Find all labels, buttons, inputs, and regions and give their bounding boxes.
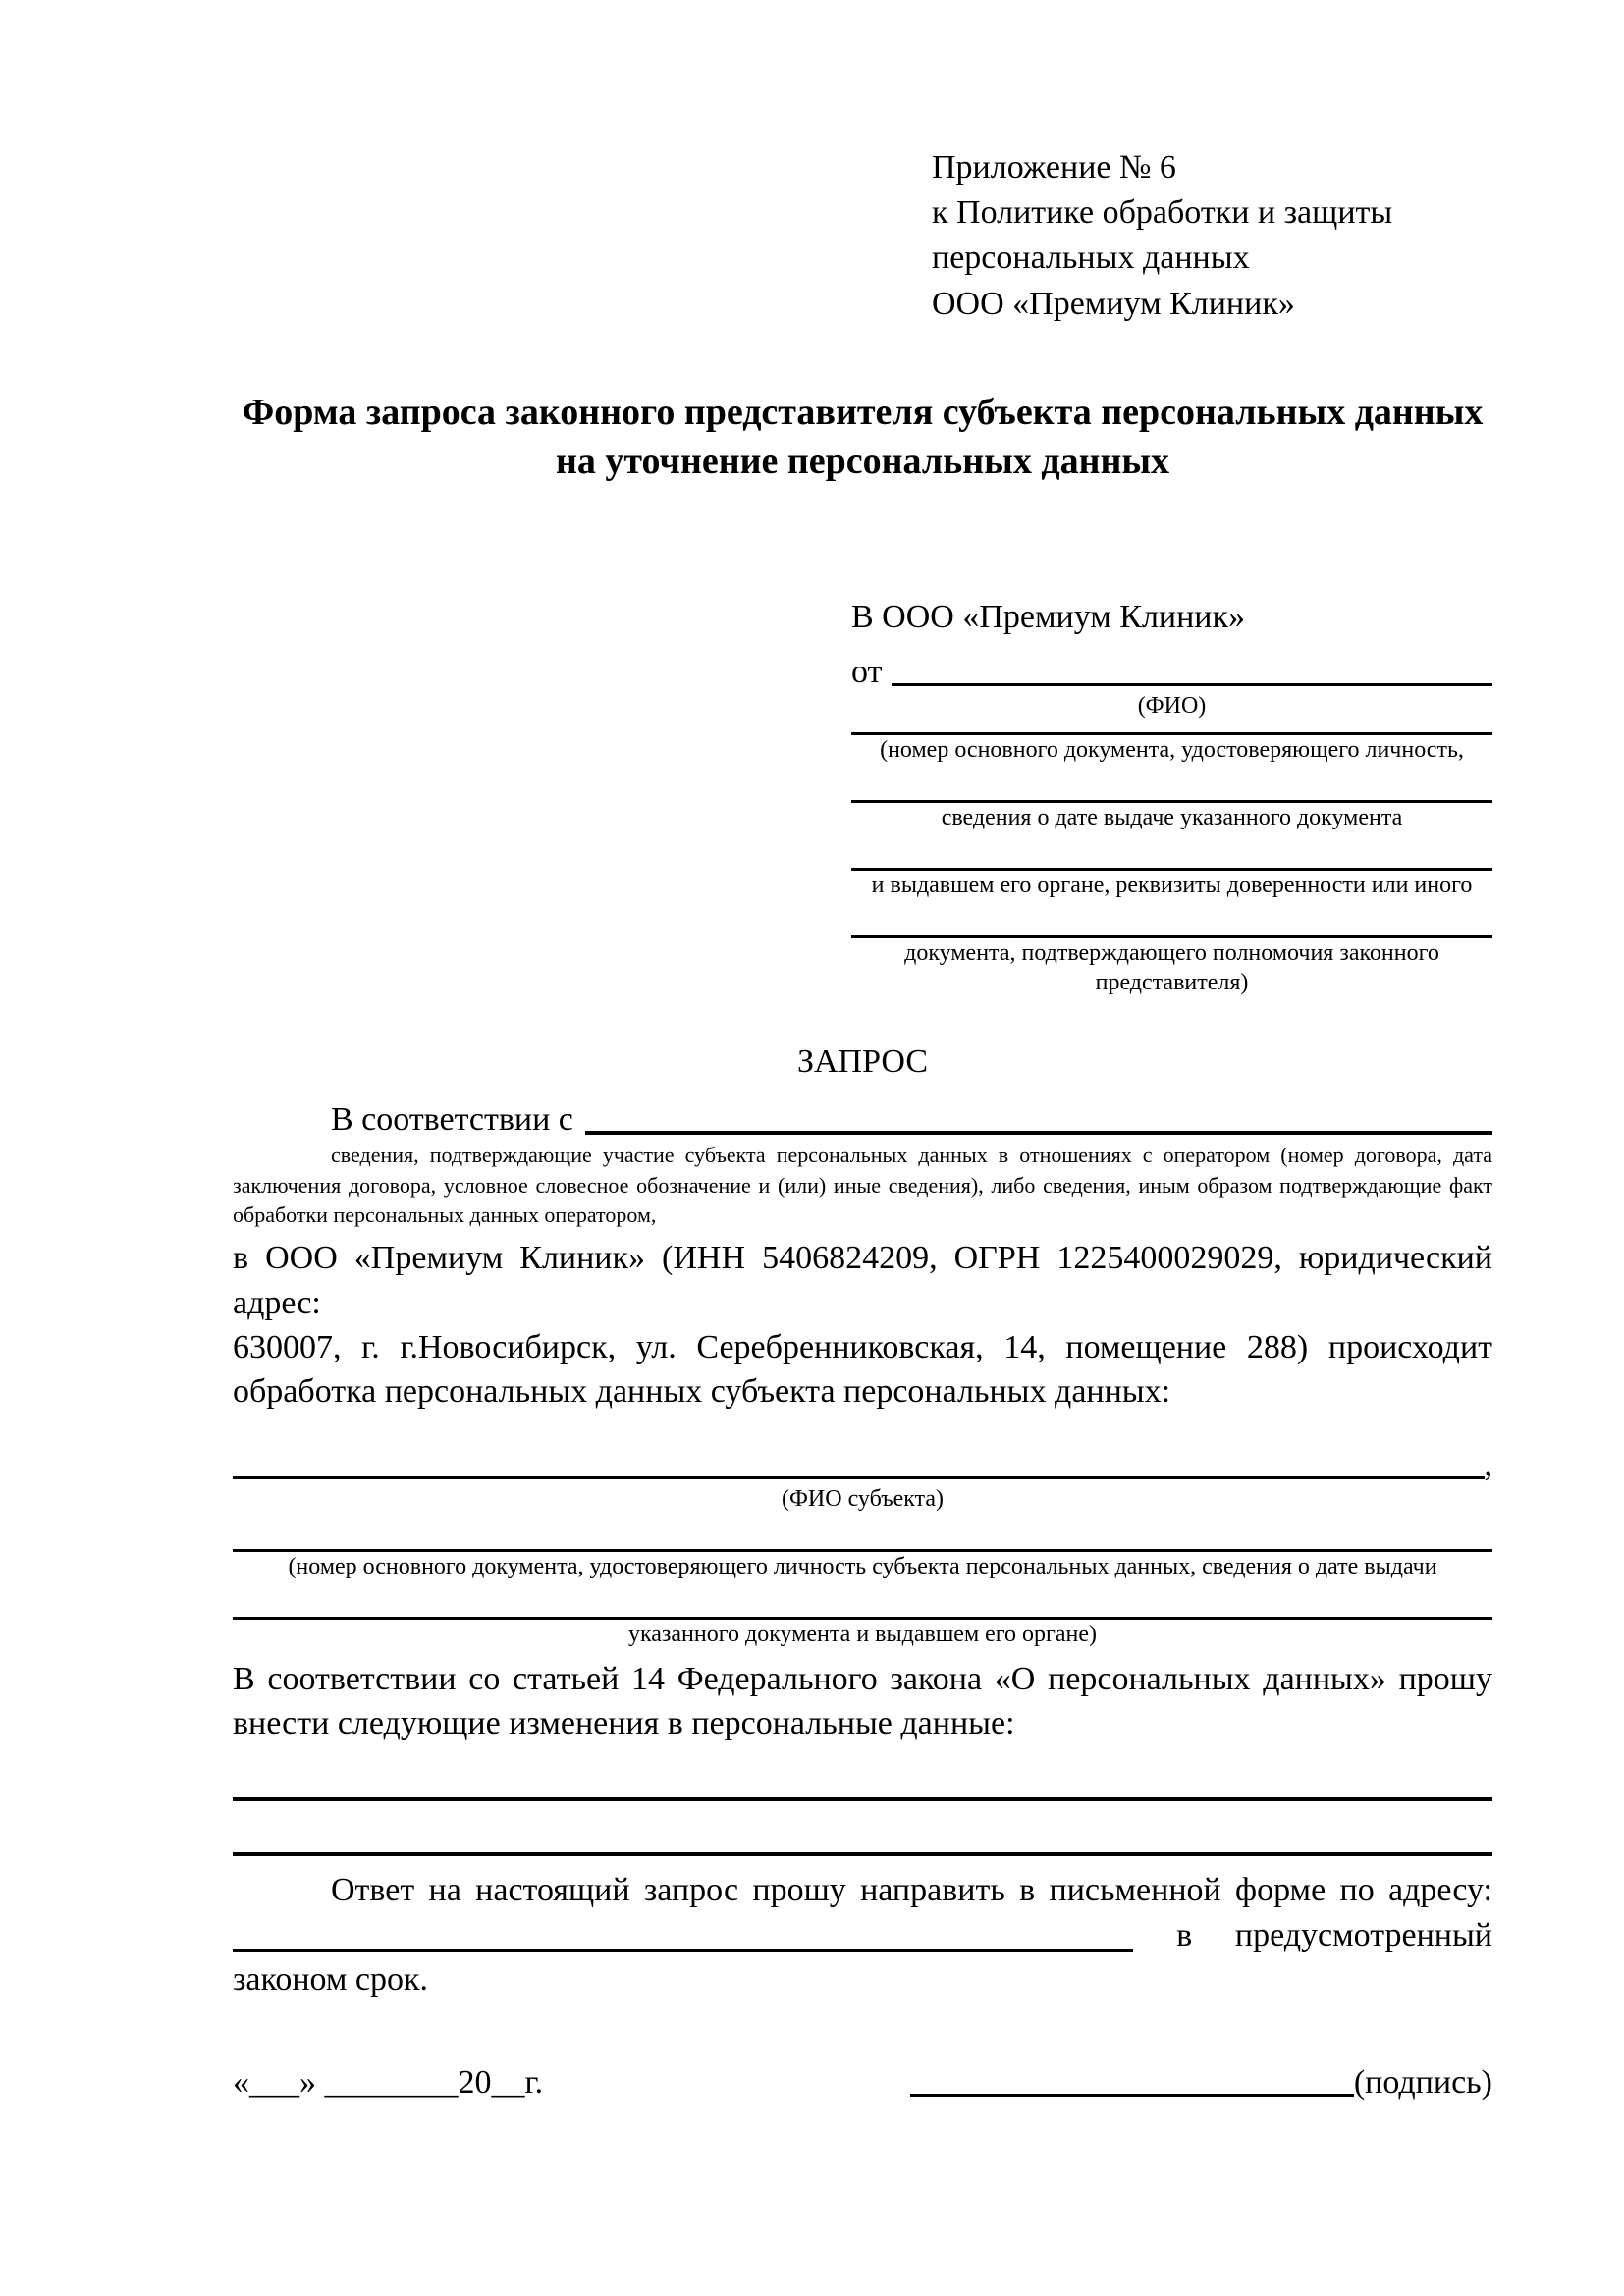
- article-paragraph-line: внести следующие изменения в персональные данные:: [233, 1705, 1015, 1742]
- intro-footnote: [233, 1141, 1492, 1230]
- request-heading: ЗАПРОС: [796, 1043, 929, 1081]
- answer-address-row: [233, 1912, 1492, 1957]
- signature-blank-line: [910, 2094, 1354, 2097]
- blank-line: [233, 1852, 1492, 1856]
- blank-line-caption: (номер основного документа, удостоверяющего личность,: [880, 737, 1464, 764]
- subject-fio-row: [233, 1447, 1492, 1484]
- footnote-line: сведения, подтверждающие участие субъекта персональных данных в отношениях с оператором (номер договора, дата: [331, 1143, 1492, 1168]
- appendix-line: персональных данных: [932, 240, 1250, 277]
- fio-caption: (ФИО): [1137, 693, 1207, 720]
- appendix-reference-block: [932, 145, 1492, 327]
- intro-row: [233, 1094, 1492, 1139]
- operator-paragraph: [233, 1236, 1492, 1414]
- operator-paragraph-line: 630007, г. г.Новосибирск, ул. Серебренниковская, 14, помещение 288) происходит: [233, 1328, 1492, 1365]
- intro-prefix: В соответствии с: [331, 1101, 573, 1139]
- document-title-line: на уточнение персональных данных: [555, 441, 1170, 483]
- footnote-line: заключения договора, условное словесное обозначение и (или) иные сведения), либо сведения, иным образом подтверждающие факт: [233, 1172, 1492, 1198]
- date-signature-row: [233, 2056, 1492, 2102]
- date-blank: «___» ________20__г.: [233, 2064, 544, 2102]
- answer-word: предусмотренный: [1234, 1916, 1492, 1953]
- signature-block: [910, 2064, 1492, 2102]
- intro-blank-line: [585, 1131, 1492, 1135]
- address-blank-line: [233, 1949, 1133, 1952]
- subject-doc-caption: (номер основного документа, удостоверяющего личность субъекта персональных данных, сведения о дате выдачи: [288, 1554, 1437, 1580]
- operator-paragraph-line: обработка персональных данных субъекта персональных данных:: [233, 1373, 1171, 1411]
- from-row: [851, 646, 1492, 691]
- from-label: от: [851, 654, 883, 691]
- appendix-line: к Политике обработки и защиты: [932, 194, 1393, 232]
- blank-line-caption: документа, подтверждающего полномочия законного представителя): [904, 940, 1439, 996]
- subject-doc-caption: указанного документа и выдавшем его органе): [627, 1622, 1098, 1648]
- appendix-line: Приложение № 6: [932, 149, 1176, 186]
- footnote-line: обработки персональных данных оператором,: [233, 1202, 657, 1228]
- subject-fio-blank-line: [233, 1476, 1485, 1479]
- answer-paragraph-line: Ответ на настоящий запрос прошу направить в письменной форме по адресу:: [331, 1871, 1492, 1908]
- appendix-line: ООО «Премиум Клиник»: [932, 285, 1295, 322]
- blank-line-caption: сведения о дате выдаче указанного документа: [941, 805, 1403, 831]
- addressee-block: [851, 596, 1492, 997]
- document-title: [233, 388, 1492, 486]
- subject-fio-caption: (ФИО субъекта): [781, 1486, 945, 1513]
- answer-paragraph-line: законом срок.: [233, 1960, 428, 1998]
- blank-line-caption: и выдавшем его органе, реквизиты доверенности или иного: [871, 873, 1473, 899]
- article-paragraph-line: В соответствии со статьей 14 Федерального закона «О персональных данных» прошу: [233, 1661, 1492, 1698]
- article-paragraph: [233, 1657, 1492, 1745]
- from-blank-line: [892, 683, 1492, 686]
- signature-caption: (подпись): [1353, 2064, 1492, 2102]
- document-title-line: Форма запроса законного представителя субъекта персональных данных: [242, 391, 1484, 433]
- operator-paragraph-line: в ООО «Премиум Клиник» (ИНН 5406824209, ОГРН 1225400029029, юридический адрес:: [233, 1240, 1492, 1321]
- blank-line: [233, 1797, 1492, 1801]
- addressee-organization: В ООО «Премиум Клиник»: [851, 599, 1246, 636]
- answer-word: в: [1176, 1916, 1193, 1953]
- subject-line-suffix: ,: [1484, 1447, 1492, 1484]
- answer-paragraph: [233, 1868, 1492, 2002]
